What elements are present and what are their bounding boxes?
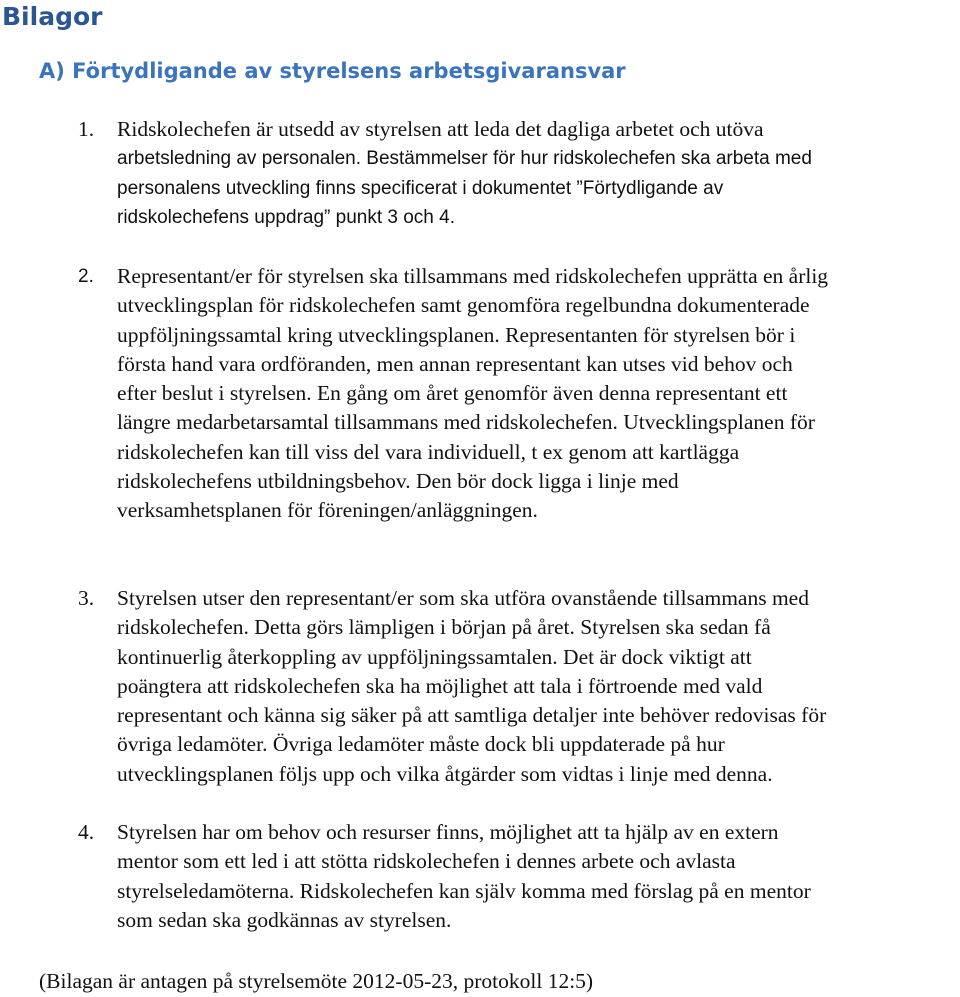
text-line: uppföljningssamtal kring utvecklingsplanen. Representanten för styrelsen bör i (117, 322, 796, 347)
text-line: utvecklingsplanen följs upp och vilka åtgärder som vidtas i linje med denna. (117, 761, 773, 786)
list-item-number: 4. (78, 820, 95, 844)
list-item-text (117, 262, 959, 526)
text-line: Styrelsen utser den representant/er som ska utföra ovanstående tillsammans med (117, 586, 809, 610)
section-heading: A) Förtydligande av styrelsens arbetsgivaransvar (39, 59, 626, 83)
page-title: Bilagor (2, 2, 103, 31)
text-line: Ridskolechefen är utsedd av styrelsen att leda det dagliga arbetet och utöva (117, 117, 764, 141)
text-line: efter beslut i styrelsen. En gång om året genomför även denna representant ett (117, 381, 788, 406)
text-line: Styrelsen har om behov och resurser finns, möjlighet att ta hjälp av en extern (117, 820, 779, 844)
text-line: första hand vara ordföranden, men annan representant kan utses vid behov och (117, 351, 793, 376)
text-line: arbetsledning av personalen. Bestämmelser för hur ridskolechefen ska arbeta med (117, 148, 812, 170)
text-line: mentor som ett led i att stötta ridskolechefen i dennes arbete och avlasta (117, 849, 736, 874)
list-item-text (117, 115, 959, 232)
list-item-number: 2. (78, 266, 94, 287)
text-line: utvecklingsplan för ridskolechefen samt genomföra regelbundna dokumenterade (117, 293, 810, 318)
text-line: ridskolechefens utbildningsbehov. Den bör dock ligga i linje med (117, 469, 679, 494)
text-line: ridskolechefen. Detta görs lämpligen i början på året. Styrelsen ska sedan få (117, 615, 771, 640)
text-line: längre medarbetarsamtal tillsammans med ridskolechefen. Utvecklingsplanen för (117, 410, 815, 435)
text-line: kontinuerlig återkoppling av uppföljningssamtalen. Det är dock viktigt att (117, 644, 752, 669)
text-line: poängtera att ridskolechefen ska ha möjlighet att tala i förtroende med vald (117, 673, 763, 698)
text-line: övriga ledamöter. Övriga ledamöter måste dock bli uppdaterade på hur (117, 732, 725, 757)
list-item-text (117, 818, 959, 935)
list-item-number: 3. (78, 586, 95, 610)
text-line: representant och känna sig säker på att samtliga detaljer inte behöver redovisas för (117, 703, 827, 728)
text-line: ridskolechefens uppdrag” punkt 3 och 4. (117, 206, 455, 228)
text-line: Representant/er för styrelsen ska tillsammans med ridskolechefen upprätta en årlig (117, 264, 829, 288)
list-item-text (117, 584, 959, 789)
text-line: som sedan ska godkännas av styrelsen. (117, 907, 452, 932)
text-line: styrelseledamöterna. Ridskolechefen kan själv komma med förslag på en mentor (117, 878, 811, 903)
list-item-number: 1. (78, 117, 95, 141)
text-line: ridskolechefen kan till viss del vara individuell, t ex genom att kartlägga (117, 439, 740, 464)
text-line: verksamhetsplanen för föreningen/anläggningen. (117, 498, 538, 523)
footer-note: (Bilagan är antagen på styrelsemöte 2012-05-23, protokoll 12:5) (39, 969, 594, 993)
text-line: personalens utveckling finns specificerat i dokumentet ”Förtydligande av (117, 177, 724, 199)
